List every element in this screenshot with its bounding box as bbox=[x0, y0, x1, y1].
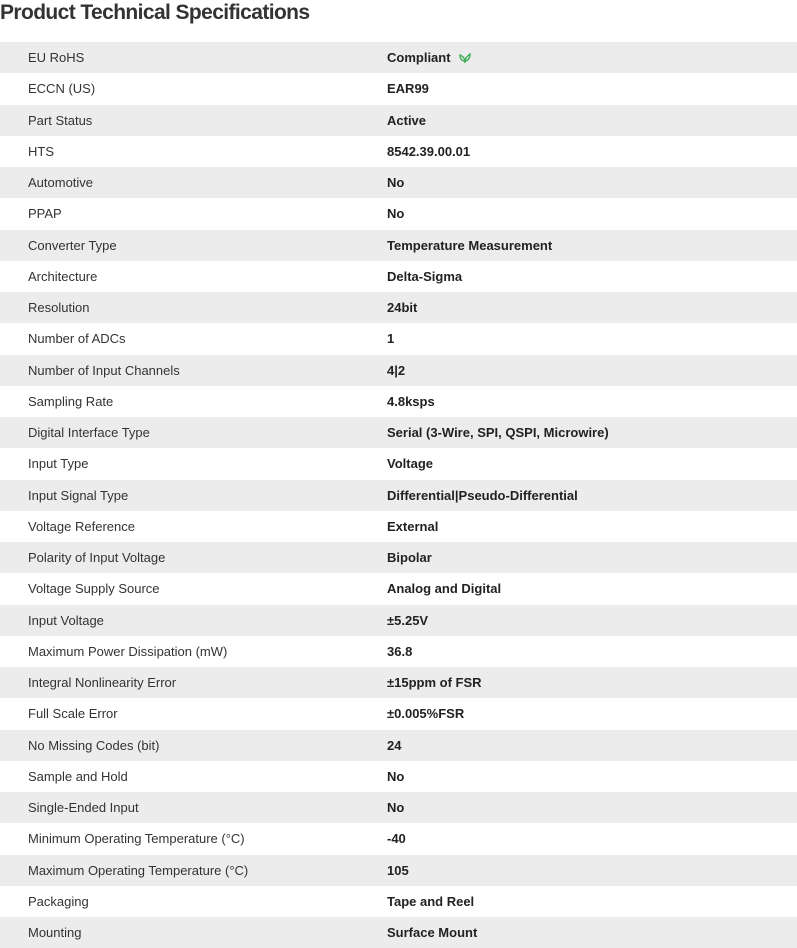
spec-value: No bbox=[387, 175, 405, 191]
spec-name: Automotive bbox=[28, 175, 94, 191]
table-row bbox=[0, 73, 797, 104]
spec-value: ±15ppm of FSR bbox=[387, 675, 482, 691]
table-row bbox=[0, 136, 797, 167]
spec-value: 4.8ksps bbox=[387, 393, 435, 409]
spec-name: PPAP bbox=[28, 206, 62, 222]
spec-name: Input Signal Type bbox=[28, 487, 129, 503]
spec-value: 24bit bbox=[387, 300, 418, 316]
table-row bbox=[0, 198, 797, 229]
spec-name: Maximum Power Dissipation (mW) bbox=[28, 643, 228, 659]
spec-value bbox=[387, 50, 797, 65]
table-row bbox=[0, 448, 797, 479]
spec-value: No bbox=[387, 206, 405, 222]
spec-name: Number of Input Channels bbox=[28, 362, 180, 378]
spec-name: HTS bbox=[28, 143, 54, 159]
table-row bbox=[0, 573, 797, 604]
spec-value: Active bbox=[387, 112, 427, 128]
table-row bbox=[0, 230, 797, 261]
spec-name: Input Voltage bbox=[28, 612, 104, 628]
table-row bbox=[0, 417, 797, 448]
table-row bbox=[0, 855, 797, 886]
table-row bbox=[0, 323, 797, 354]
table-row bbox=[0, 761, 797, 792]
table-row bbox=[0, 511, 797, 542]
spec-name: Full Scale Error bbox=[28, 706, 118, 722]
table-row bbox=[0, 605, 797, 636]
table-row bbox=[0, 542, 797, 573]
spec-name: Single-Ended Input bbox=[28, 800, 139, 816]
spec-value: 8542.39.00.01 bbox=[387, 143, 471, 159]
table-row bbox=[0, 261, 797, 292]
spec-value: 4|2 bbox=[387, 362, 406, 378]
spec-value: ±0.005%FSR bbox=[387, 706, 465, 722]
spec-value: Differential|Pseudo-Differential bbox=[387, 487, 578, 503]
table-row bbox=[0, 636, 797, 667]
spec-value: ±5.25V bbox=[387, 612, 429, 628]
table-row bbox=[0, 698, 797, 729]
spec-value: Delta-Sigma bbox=[387, 268, 463, 284]
table-row bbox=[0, 42, 797, 73]
spec-name: Maximum Operating Temperature (°C) bbox=[28, 862, 249, 878]
spec-value: No bbox=[387, 768, 405, 784]
spec-value: 24 bbox=[387, 737, 402, 753]
spec-name: Voltage Supply Source bbox=[28, 581, 160, 597]
spec-name: Digital Interface Type bbox=[28, 425, 150, 441]
spec-name: Number of ADCs bbox=[28, 331, 126, 347]
spec-value: Temperature Measurement bbox=[387, 237, 553, 253]
spec-name: No Missing Codes (bit) bbox=[28, 737, 160, 753]
page-title: Product Technical Specifications bbox=[0, 1, 310, 24]
spec-name: Sampling Rate bbox=[28, 393, 114, 409]
table-row bbox=[0, 480, 797, 511]
spec-name: Part Status bbox=[28, 112, 93, 128]
spec-value: No bbox=[387, 800, 405, 816]
spec-name: Polarity of Input Voltage bbox=[28, 550, 166, 566]
spec-value: Tape and Reel bbox=[387, 893, 475, 909]
table-row bbox=[0, 105, 797, 136]
spec-name: Packaging bbox=[28, 893, 89, 909]
spec-name: Voltage Reference bbox=[28, 518, 135, 534]
spec-value: Analog and Digital bbox=[387, 581, 502, 597]
spec-name: Integral Nonlinearity Error bbox=[28, 675, 177, 691]
spec-value: Bipolar bbox=[387, 550, 432, 566]
spec-name: Converter Type bbox=[28, 237, 117, 253]
spec-name: Mounting bbox=[28, 925, 82, 941]
table-row bbox=[0, 886, 797, 917]
spec-value: Voltage bbox=[387, 456, 433, 472]
spec-value: -40 bbox=[387, 831, 406, 847]
spec-value: 36.8 bbox=[387, 643, 413, 659]
spec-value: EAR99 bbox=[387, 81, 429, 97]
table-row bbox=[0, 730, 797, 761]
spec-value: External bbox=[387, 518, 439, 534]
spec-value: 105 bbox=[387, 862, 409, 878]
specs-table bbox=[0, 42, 797, 948]
spec-name: EU RoHS bbox=[28, 50, 85, 66]
table-row bbox=[0, 917, 797, 948]
spec-value-text: Compliant bbox=[387, 50, 451, 66]
table-row bbox=[0, 823, 797, 854]
spec-name: ECCN (US) bbox=[28, 81, 96, 97]
spec-value: Serial (3-Wire, SPI, QSPI, Microwire) bbox=[387, 425, 609, 441]
table-row bbox=[0, 667, 797, 698]
table-row bbox=[0, 167, 797, 198]
spec-name: Architecture bbox=[28, 268, 98, 284]
table-row bbox=[0, 292, 797, 323]
table-row bbox=[0, 355, 797, 386]
spec-name: Resolution bbox=[28, 300, 90, 316]
spec-value: Surface Mount bbox=[387, 925, 478, 941]
spec-name: Sample and Hold bbox=[28, 768, 128, 784]
table-row bbox=[0, 386, 797, 417]
spec-value: 1 bbox=[387, 331, 395, 347]
spec-name: Input Type bbox=[28, 456, 89, 472]
table-row bbox=[0, 792, 797, 823]
spec-name: Minimum Operating Temperature (°C) bbox=[28, 831, 245, 847]
leaf-icon bbox=[458, 52, 472, 64]
